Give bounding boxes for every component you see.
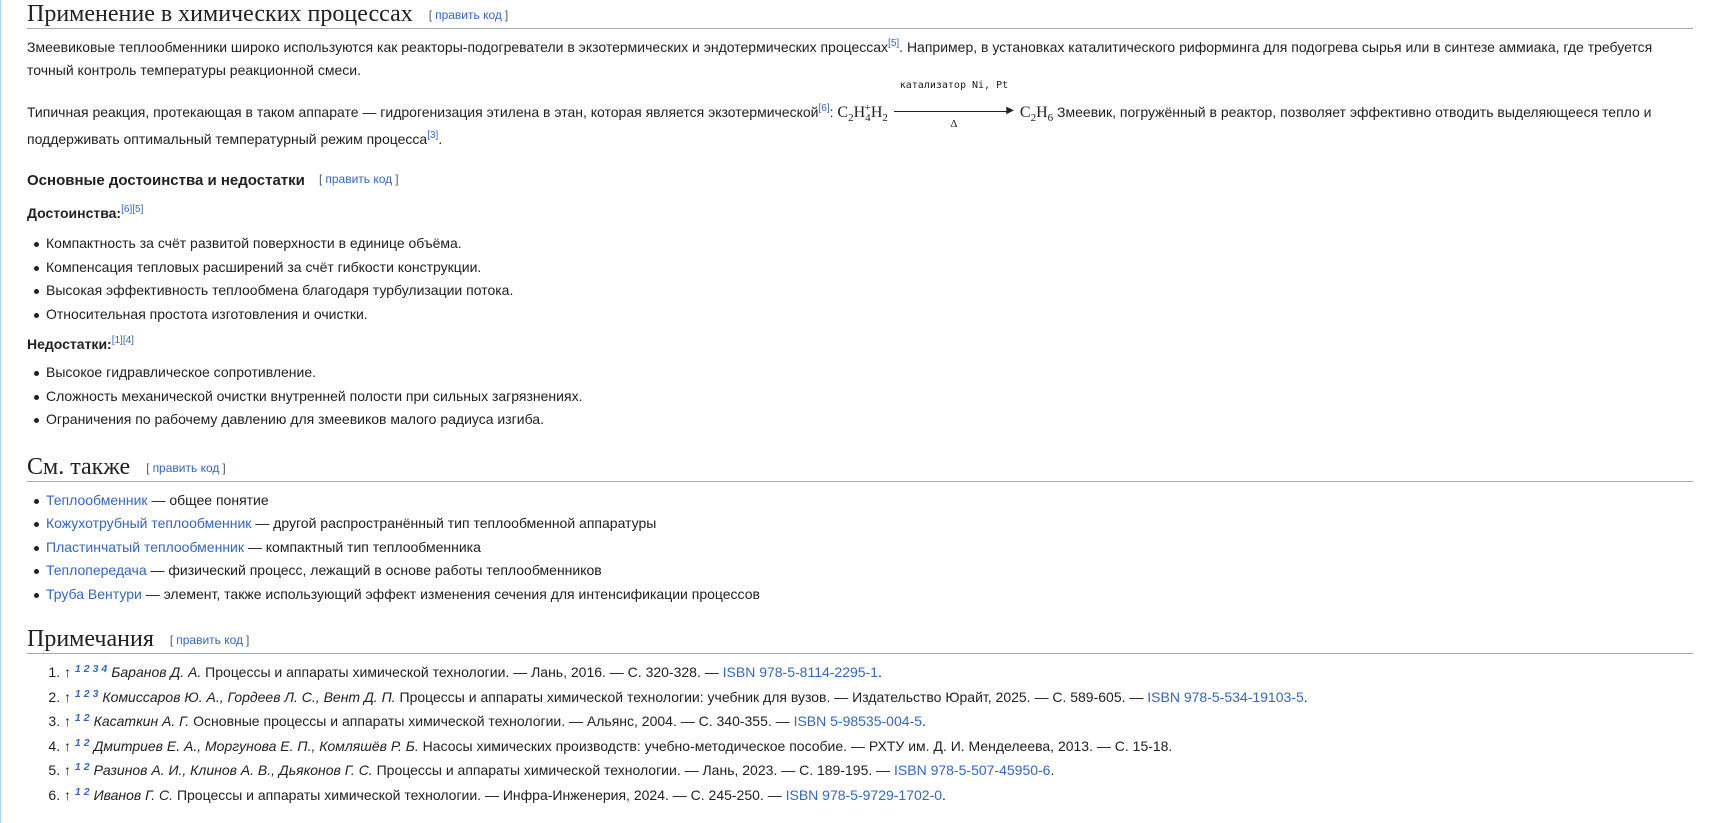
see-also-link[interactable]: Пластинчатый теплообменник bbox=[46, 538, 244, 555]
formula-h: H bbox=[853, 104, 866, 121]
see-also-description: — компактный тип теплообменника bbox=[244, 538, 481, 555]
left-border bbox=[0, 0, 1, 823]
backlink[interactable]: 2 bbox=[83, 663, 90, 675]
reference-authors: Разинов А. И., Клинов А. В., Дьяконов Г. С. bbox=[93, 762, 373, 778]
see-also-list bbox=[27, 489, 1693, 607]
see-also-description: — общее понятие bbox=[147, 491, 269, 508]
edit-code-link[interactable]: править код bbox=[325, 172, 393, 186]
backlink[interactable]: 2 bbox=[83, 785, 90, 798]
backlink[interactable]: 3 bbox=[92, 687, 99, 700]
edit-section-link: [ править код ] bbox=[319, 172, 399, 186]
backlink[interactable]: 1 bbox=[74, 687, 81, 700]
edit-section-link: [ править код ] bbox=[169, 633, 250, 647]
reference-end: . bbox=[878, 664, 882, 680]
heading-text: См. также bbox=[27, 453, 131, 480]
reference-end: . bbox=[921, 713, 926, 729]
up-arrow-icon: ↑ bbox=[64, 713, 71, 729]
arrow-head-icon: ▶ bbox=[1006, 105, 1014, 116]
up-arrow-icon: ↑ bbox=[64, 664, 71, 680]
section-heading-application bbox=[27, 0, 1693, 29]
heading-text: Примечания bbox=[27, 626, 154, 652]
formula-sub: 2 bbox=[882, 112, 888, 124]
heading-text: Основные достоинства и недостатки bbox=[27, 172, 305, 189]
text: Змеевик, погружённый в реактор, позволяет эффективно отводить выделяющееся тепло и поддерживать оптимальный температурный режим процесса bbox=[27, 104, 1652, 147]
heading-text: Применение в химических процессах bbox=[27, 1, 413, 27]
isbn-link[interactable]: ISBN 978-5-534-19103-5 bbox=[1147, 688, 1304, 705]
backlink[interactable]: 1 bbox=[74, 663, 81, 675]
reference-item bbox=[64, 734, 1693, 759]
reference-text: Процессы и аппараты химической технологии. — Лань, 2016. — С. 320-328. — bbox=[201, 664, 723, 680]
backlinks bbox=[75, 786, 93, 798]
backlinks bbox=[75, 663, 110, 675]
edit-code-link[interactable]: править код bbox=[152, 460, 220, 475]
reference-item bbox=[64, 709, 1693, 734]
backlink[interactable]: 2 bbox=[83, 761, 90, 773]
citation-link[interactable]: [6] bbox=[121, 204, 133, 215]
edit-section-link: [ править код ] bbox=[428, 8, 509, 22]
backlink[interactable]: 1 bbox=[74, 761, 81, 773]
backlink[interactable]: 2 bbox=[83, 736, 90, 749]
up-arrow-icon: ↑ bbox=[64, 762, 71, 778]
backlink[interactable]: 2 bbox=[83, 712, 90, 724]
see-also-link[interactable]: Теплообменник bbox=[46, 491, 148, 508]
formula-h: H bbox=[1036, 104, 1048, 121]
see-also-item bbox=[46, 489, 1693, 513]
citation-link[interactable]: [6] bbox=[818, 103, 830, 114]
formula-sub: 2 bbox=[1030, 112, 1037, 124]
see-also-item bbox=[46, 559, 1693, 583]
edit-code-link[interactable]: править код bbox=[435, 8, 502, 22]
isbn-link[interactable]: ISBN 5-98535-004-5 bbox=[793, 713, 922, 729]
formula-sub: 4 bbox=[865, 112, 871, 124]
reference-authors: Дмитриев Е. А., Моргунова Е. П., Комляшёв Р. Б. bbox=[93, 737, 419, 754]
cons-list bbox=[27, 361, 1693, 432]
citation-link[interactable]: [3] bbox=[427, 130, 439, 141]
backlinks bbox=[75, 737, 93, 749]
reference-item bbox=[64, 660, 1693, 685]
list-item: Ограничения по рабочему давлению для змеевиков малого радиуса изгиба. bbox=[46, 408, 1693, 432]
list-item: Высокое гидравлическое сопротивление. bbox=[46, 361, 1693, 385]
reference-authors: Баранов Д. А. bbox=[111, 664, 202, 680]
text: . bbox=[438, 131, 443, 147]
catalyst-label: катализатор Ni, Pt bbox=[899, 80, 1009, 91]
article-content bbox=[27, 0, 1693, 807]
backlink[interactable]: 1 bbox=[74, 712, 81, 724]
up-arrow-icon: ↑ bbox=[64, 688, 71, 705]
formula-sub: 2 bbox=[848, 112, 854, 124]
formula-c: C bbox=[1019, 104, 1031, 121]
section-heading-see-also bbox=[27, 453, 1693, 482]
text: Змеевиковые теплообменники широко используются как реакторы-подогреватели в экзотермических и эндотермических процессах bbox=[27, 39, 889, 55]
list-item: Сложность механической очистки внутренней полости при сильных загрязнениях. bbox=[46, 385, 1693, 409]
paragraph-application-1 bbox=[27, 36, 1693, 82]
section-heading-pros-cons bbox=[27, 167, 1693, 193]
text: : bbox=[829, 104, 834, 120]
text: . Например, в установках каталитического риформинга для подогрева сырья или в синтезе аммиака, где требуется точный контроль температуры реакционной смеси. bbox=[27, 39, 1653, 78]
reference-item bbox=[64, 783, 1693, 808]
see-also-item bbox=[46, 583, 1693, 607]
see-also-link[interactable]: Труба Вентури bbox=[46, 585, 142, 602]
paragraph-application-2 bbox=[27, 80, 1693, 153]
up-arrow-icon: ↑ bbox=[64, 786, 71, 803]
text: Достоинства: bbox=[27, 205, 122, 221]
backlink[interactable]: 2 bbox=[83, 687, 90, 700]
formula-h: H bbox=[870, 104, 883, 121]
reference-end: . bbox=[942, 786, 946, 803]
edit-code-link[interactable]: править код bbox=[176, 633, 244, 647]
reaction-arrow-icon bbox=[894, 80, 1014, 130]
citation-link[interactable]: [5] bbox=[888, 38, 900, 49]
citation-link[interactable]: [5] bbox=[132, 204, 144, 215]
reference-text: Процессы и аппараты химической технологии. — Инфра-Инженерия, 2024. — С. 245-250. — bbox=[173, 786, 786, 803]
list-item: Компенсация тепловых расширений за счёт гибкости конструкции. bbox=[46, 256, 1693, 280]
up-arrow-icon: ↑ bbox=[64, 737, 71, 754]
reference-authors: Касаткин А. Г. bbox=[93, 713, 190, 729]
see-also-description: — элемент, также использующий эффект изменения сечения для интенсификации процессов bbox=[141, 585, 760, 602]
formula-sub: 6 bbox=[1047, 112, 1054, 124]
reference-authors: Комиссаров Ю. А., Гордеев Л. С., Вент Д. П. bbox=[102, 688, 396, 705]
cons-label bbox=[27, 332, 1693, 356]
reference-text: Процессы и аппараты химической технологии. — Лань, 2023. — С. 189-195. — bbox=[372, 762, 895, 778]
see-also-item bbox=[46, 536, 1693, 560]
list-item: Компактность за счёт развитой поверхности в единице объёма. bbox=[46, 232, 1693, 256]
formula-plus: + bbox=[864, 102, 871, 114]
pros-list bbox=[27, 232, 1693, 326]
backlinks bbox=[75, 688, 102, 700]
isbn-link[interactable]: ISBN 978-5-9729-1702-0 bbox=[785, 786, 943, 803]
reference-end: . bbox=[1050, 762, 1055, 778]
see-also-link[interactable]: Кожухотрубный теплообменник bbox=[46, 515, 252, 531]
edit-section-link: [ править код ] bbox=[146, 460, 226, 475]
reference-text: Основные процессы и аппараты химической технологии. — Альянс, 2004. — С. 340-355. — bbox=[189, 713, 794, 729]
backlink[interactable]: 1 bbox=[74, 785, 81, 798]
backlink[interactable]: 3 bbox=[92, 663, 99, 675]
isbn-link[interactable]: ISBN 978-5-507-45950-6 bbox=[894, 762, 1051, 778]
isbn-link[interactable]: ISBN 978-5-8114-2295-1 bbox=[722, 664, 879, 680]
reference-text: Процессы и аппараты химической технологии: учебник для вузов. — Издательство Юрайт, 2025. — С. 589-605. — bbox=[395, 688, 1148, 705]
reference-authors: Иванов Г. С. bbox=[93, 786, 174, 803]
reference-text: Насосы химических производств: учебно-методическое пособие. — РХТУ им. Д. И. Менделеева, 2013. — С. 15-18. bbox=[418, 737, 1173, 754]
reference-item bbox=[64, 758, 1693, 783]
backlinks bbox=[75, 712, 93, 724]
backlink[interactable]: 1 bbox=[74, 736, 81, 749]
citation-link[interactable]: [4] bbox=[122, 335, 134, 346]
pros-label bbox=[27, 201, 1693, 225]
see-also-description: — физический процесс, лежащий в основе работы теплообменников bbox=[146, 562, 602, 578]
list-item: Высокая эффективность теплообмена благодаря турбулизации потока. bbox=[46, 279, 1693, 303]
backlinks bbox=[75, 761, 93, 773]
formula-c: C bbox=[837, 104, 849, 121]
see-also-link[interactable]: Теплопередача bbox=[46, 562, 147, 578]
heat-label: Δ bbox=[950, 118, 958, 130]
section-heading-notes bbox=[27, 625, 1693, 654]
chemical-equation bbox=[837, 80, 1054, 130]
text: Типичная реакция, протекающая в таком аппарате — гидрогенизация этилена в этан, которая является экзотермической bbox=[27, 104, 819, 120]
references-list bbox=[27, 660, 1693, 807]
see-also-item bbox=[46, 512, 1693, 536]
citation-link[interactable]: [1] bbox=[111, 335, 123, 346]
backlink[interactable]: 4 bbox=[101, 663, 108, 675]
list-item: Относительная простота изготовления и очистки. bbox=[46, 303, 1693, 327]
see-also-description: — другой распространённый тип теплообменной аппаратуры bbox=[251, 515, 657, 531]
reference-end: . bbox=[1303, 688, 1308, 705]
text: Недостатки: bbox=[27, 336, 112, 352]
reference-item bbox=[64, 685, 1693, 710]
